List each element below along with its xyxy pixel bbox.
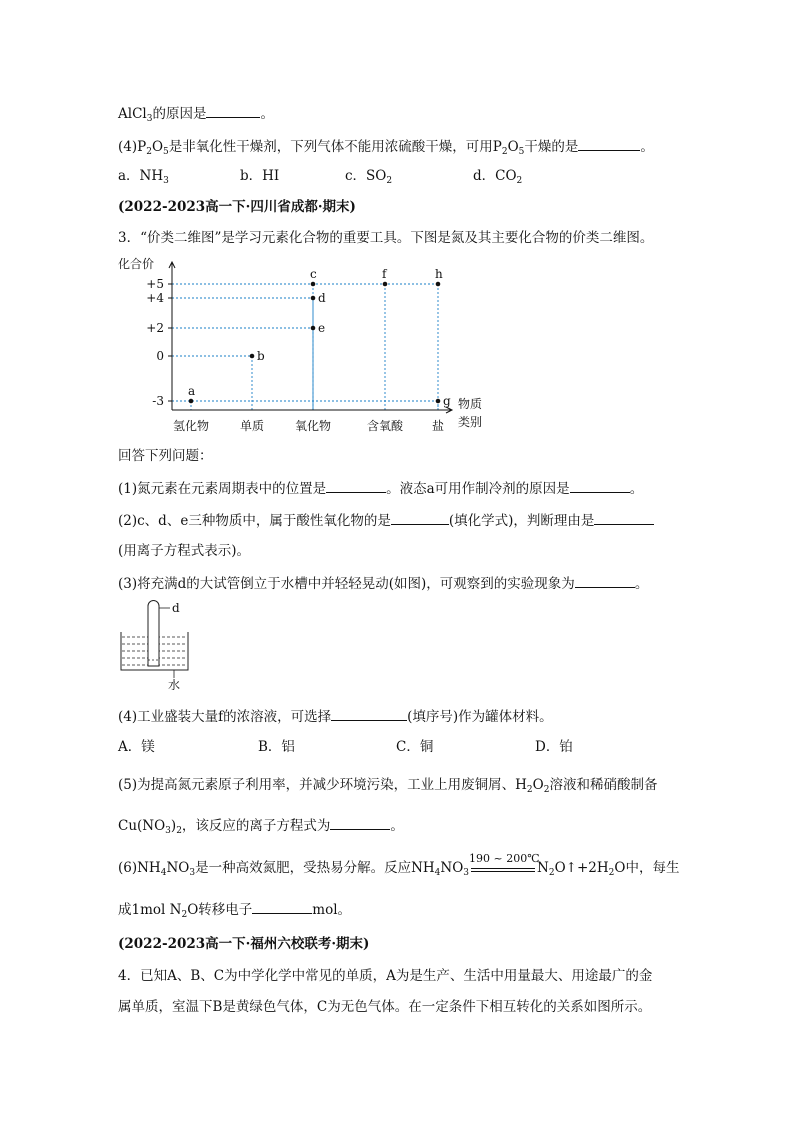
text: (填序号)作为罐体材料。 <box>407 709 553 725</box>
text: N <box>537 860 549 876</box>
text: mol。 <box>312 902 352 918</box>
text: 。 <box>260 106 274 122</box>
text: (4)P <box>118 139 147 155</box>
answer-blank[interactable] <box>331 706 407 721</box>
subscript: 5 <box>163 147 169 157</box>
source-label-2: (2022-2023高一下·福州六校联考·期末) <box>118 936 370 952</box>
subscript: 2 <box>176 826 182 836</box>
q3-3-line <box>118 573 648 594</box>
option-4b[interactable]: B．铝 <box>258 739 295 755</box>
q3-5-line2 <box>118 815 404 841</box>
text: 。液态a可用作制冷剂的原因是 <box>386 481 570 497</box>
subscript: 3 <box>165 826 171 836</box>
text: ) <box>170 818 177 834</box>
point-label-h: h <box>435 267 443 281</box>
point-label-d: d <box>318 291 326 305</box>
subscript: 3 <box>463 868 470 878</box>
option-d[interactable] <box>473 166 522 191</box>
answer-blank[interactable] <box>206 103 260 118</box>
answer-blank[interactable] <box>391 510 449 525</box>
point-c <box>311 282 316 287</box>
x-axis-label-line2: 类别 <box>458 415 483 429</box>
option-b[interactable] <box>240 166 279 186</box>
text: 干燥的是 <box>524 139 579 155</box>
point-a <box>189 399 194 404</box>
subscript: 5 <box>518 147 525 157</box>
text: 。 <box>390 818 404 834</box>
y-tick-label: 0 <box>156 349 164 363</box>
text: O <box>532 777 544 793</box>
text: (6)NH <box>118 860 161 876</box>
option-4d[interactable]: D．铂 <box>535 739 573 755</box>
y-tick-label: +5 <box>146 277 164 291</box>
subscript: 3 <box>163 176 169 186</box>
point-label-a: a <box>188 384 196 398</box>
answer-blank[interactable] <box>570 478 630 493</box>
answer-blank[interactable] <box>252 899 312 914</box>
q3-5-line <box>118 775 657 800</box>
text: 。 <box>634 576 649 592</box>
point-g <box>436 399 441 404</box>
text: 的原因是 <box>152 106 207 122</box>
subscript: 2 <box>526 785 533 795</box>
point-d <box>311 296 316 301</box>
answer-prompt: 回答下列问题： <box>118 448 213 464</box>
q3-6-line2 <box>118 899 351 925</box>
text: 是非氧化性干燥剂，下列气体不能用浓硫酸干燥，可用P <box>168 139 502 155</box>
option-c[interactable] <box>345 166 392 191</box>
q4-line2: 属单质，室温下B是黄绿色气体，C为无色气体。在一定条件下相互转化的关系如图所示。 <box>118 999 652 1015</box>
x-tick-label: 单质 <box>239 419 265 433</box>
point-label-c: c <box>310 267 317 281</box>
subscript: 4 <box>434 868 441 878</box>
text: O <box>507 139 519 155</box>
point-label-f: f <box>382 267 387 281</box>
y-tick-label: -3 <box>152 394 164 408</box>
q3-1-line <box>118 478 643 499</box>
text: a．NH <box>118 168 164 184</box>
point-e <box>311 326 316 331</box>
subscript: 3 <box>189 868 196 878</box>
point-label-b: b <box>257 349 265 363</box>
text: (4)工业盛装大量f的浓溶液，可选择 <box>118 709 332 725</box>
source-label: (2022-2023高一下·四川省成都·期末) <box>118 199 356 215</box>
q3-6-line <box>118 851 680 883</box>
x-tick-label: 盐 <box>431 419 445 433</box>
tube-label-d: d <box>172 601 180 615</box>
text: (1)氮元素在元素周期表中的位置是 <box>118 481 327 497</box>
q2-3-tail-line <box>118 103 274 129</box>
y-axis-label: 化合价 <box>118 257 155 271</box>
text: NO <box>440 860 464 876</box>
q3-2-line2: (用离子方程式表示)。 <box>118 543 251 559</box>
text: ，该反应的离子方程式为 <box>181 818 331 834</box>
answer-blank[interactable] <box>330 815 390 830</box>
text: 溶液和稀硝酸制备 <box>549 777 658 793</box>
reaction-condition: 190 ~ 200℃ <box>469 851 540 865</box>
text: c．SO <box>345 168 387 184</box>
text: O中，每生 <box>614 860 680 876</box>
q3-4-line <box>118 706 553 727</box>
text: O转移电子 <box>187 902 253 918</box>
subscript: 2 <box>386 176 393 186</box>
text: (填化学式)，判断理由是 <box>448 513 595 529</box>
subscript: 2 <box>608 868 615 878</box>
text: O↑+2H <box>554 860 609 876</box>
x-tick-label: 氢化物 <box>172 419 210 433</box>
text: 是一种高效氮肥，受热易分解。反应NH <box>195 860 435 876</box>
subscript: 2 <box>543 785 550 795</box>
subscript: 3 <box>146 114 153 124</box>
text: (5)为提高氮元素原子利用率，并减少环境污染，工业上用废铜屑、H <box>118 777 527 793</box>
reaction-arrow <box>469 851 540 879</box>
text: AlCl <box>118 106 147 122</box>
answer-blank[interactable] <box>326 478 386 493</box>
q2-4-line <box>118 136 654 162</box>
y-tick-label: +2 <box>146 321 164 335</box>
water-label: 水 <box>168 678 181 690</box>
text: (3)将充满d的大试管倒立于水槽中并轻轻晃动(如图)，可观察到的实验现象为 <box>118 576 575 592</box>
option-a[interactable] <box>118 166 169 191</box>
subscript: 2 <box>501 147 508 157</box>
point-label-e: e <box>318 321 326 335</box>
x-tick-label: 含氧酸 <box>366 419 404 433</box>
x-axis-label-line1: 物质 <box>458 397 483 411</box>
text: Cu(NO <box>118 818 166 834</box>
text: 。 <box>629 481 644 497</box>
text: d．CO <box>473 168 517 184</box>
text: 。 <box>640 139 654 155</box>
answer-blank[interactable] <box>594 510 654 525</box>
point-f <box>383 282 388 287</box>
q4-line1: 4．已知A、B、C为中学化学中常见的单质，A为是生产、生活中用量最大、用途最广的金 <box>118 968 653 984</box>
answer-blank[interactable] <box>575 573 635 588</box>
text: O <box>151 139 164 155</box>
point-b <box>250 354 255 359</box>
x-tick-label: 氧化物 <box>294 419 332 433</box>
point-h <box>436 282 441 287</box>
answer-blank[interactable] <box>578 136 640 151</box>
subscript: 4 <box>160 868 167 878</box>
q3-intro: 3．“价类二维图”是学习元素化合物的重要工具。下图是氮及其主要化合物的价类二维图。 <box>118 230 654 246</box>
y-tick-label: +4 <box>146 291 164 305</box>
text: 成1mol N <box>118 902 182 918</box>
test-tube <box>148 601 159 667</box>
valence-class-chart <box>112 252 502 437</box>
point-label-g: g <box>443 394 451 408</box>
subscript: 2 <box>516 176 523 186</box>
text: NO <box>166 860 190 876</box>
text: b．HI <box>240 168 280 184</box>
text: (2)c、d、e三种物质中，属于酸性氧化物的是 <box>118 513 391 529</box>
subscript: 2 <box>146 147 152 157</box>
test-tube-figure <box>118 598 198 690</box>
q3-2-line <box>118 510 654 531</box>
option-4c[interactable]: C．铜 <box>396 739 434 755</box>
subscript: 2 <box>181 910 188 920</box>
subscript: 2 <box>548 868 555 878</box>
option-4a[interactable]: A．镁 <box>118 739 155 755</box>
